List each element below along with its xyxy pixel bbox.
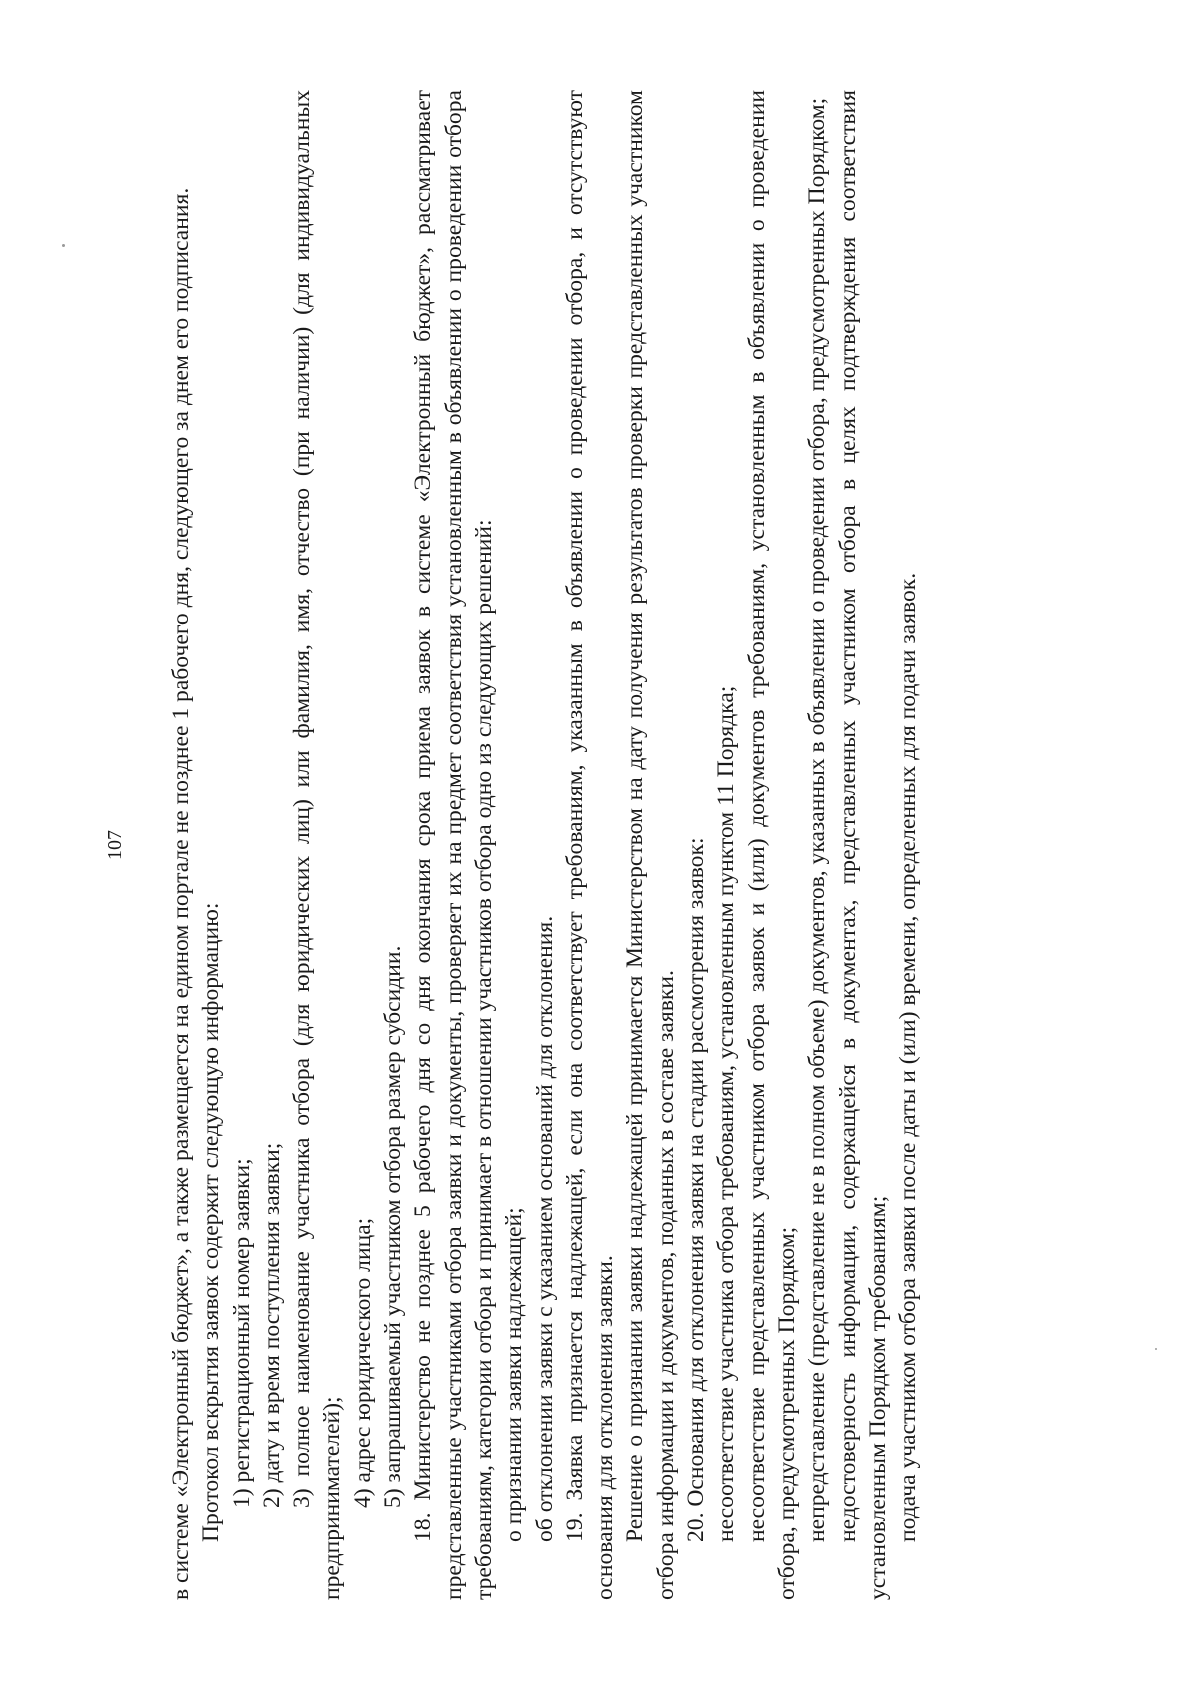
paragraph: несоответствие представленных участником отбора заявок и (или) документов требованиям, установленным в объявлении о проведении отбора, предусмотренных Порядком; [743,90,800,1600]
paragraph: подача участником отбора заявки после даты и (или) времени, определенных для подачи заявок. [895,572,922,1542]
paragraph: Решение о признании заявки надлежащей принимается Министерством на дату получения результатов проверки представленных участником отбора информации и документов, поданных в составе заявки. [622,90,679,1600]
paragraph: 18. Министерство не позднее 5 рабочего дня со дня окончания срока приема заявок в системе «Электронный бюджет», рассматривает представленные участниками отбора заявки и документы, проверяет их на предмет соответствия установленным в объявлении о проведении отбора требованиям, категории отбора и принимает в отношении участников отбора одно из следующих решений: [410,90,497,1600]
paragraph: непредставление (представление не в полном объеме) документов, указанных в объявлении о проведении отбора, предусмотренных Порядком; [804,97,831,1542]
document-body [166,90,923,1600]
scan-speck [62,244,65,247]
paragraph: 5) запрашиваемый участником отбора размер субсидии. [380,945,407,1508]
paragraph: 20. Основания для отклонения заявки на стадии рассмотрения заявок: [683,837,710,1542]
paragraph: о признании заявки надлежащей; [501,1207,528,1542]
paragraph: об отклонении заявки с указанием оснований для отклонения. [531,915,558,1542]
paragraph: 4) адрес юридического лица; [349,1217,376,1508]
paragraph: 1) регистрационный номер заявки; [228,1158,255,1508]
page-number: 107 [104,830,126,860]
paragraph: 19. Заявка признается надлежащей, если она соответствует требованиям, указанным в объявлении о проведении отбора, и отсутствуют основания для отклонения заявки. [561,90,619,1600]
paragraph: 2) дату и время поступления заявки; [258,1142,285,1508]
paragraph: несоответствие участника отбора требованиям, установленным пунктом 11 Порядка; [713,685,740,1542]
paragraph: 3) полное наименование участника отбора (для юридических лиц) или фамилия, имя, отчество (при наличии) (для индивидуальных предпринимателей); [289,90,346,1600]
paragraph: в системе «Электронный бюджет», а также размещается на едином портале не позднее 1 рабочего дня, следующего за днем его подписания. [168,187,194,1600]
paragraph: недостоверность информации, содержащейся в документах, представленных участником отбора в целях подтверждения соответствия установленным Порядком требованиям; [834,90,891,1600]
paragraph: Протокол вскрытия заявок содержит следующую информацию: [198,902,225,1542]
rotated-page [100,90,1100,1600]
scan-speck [1155,1348,1157,1350]
